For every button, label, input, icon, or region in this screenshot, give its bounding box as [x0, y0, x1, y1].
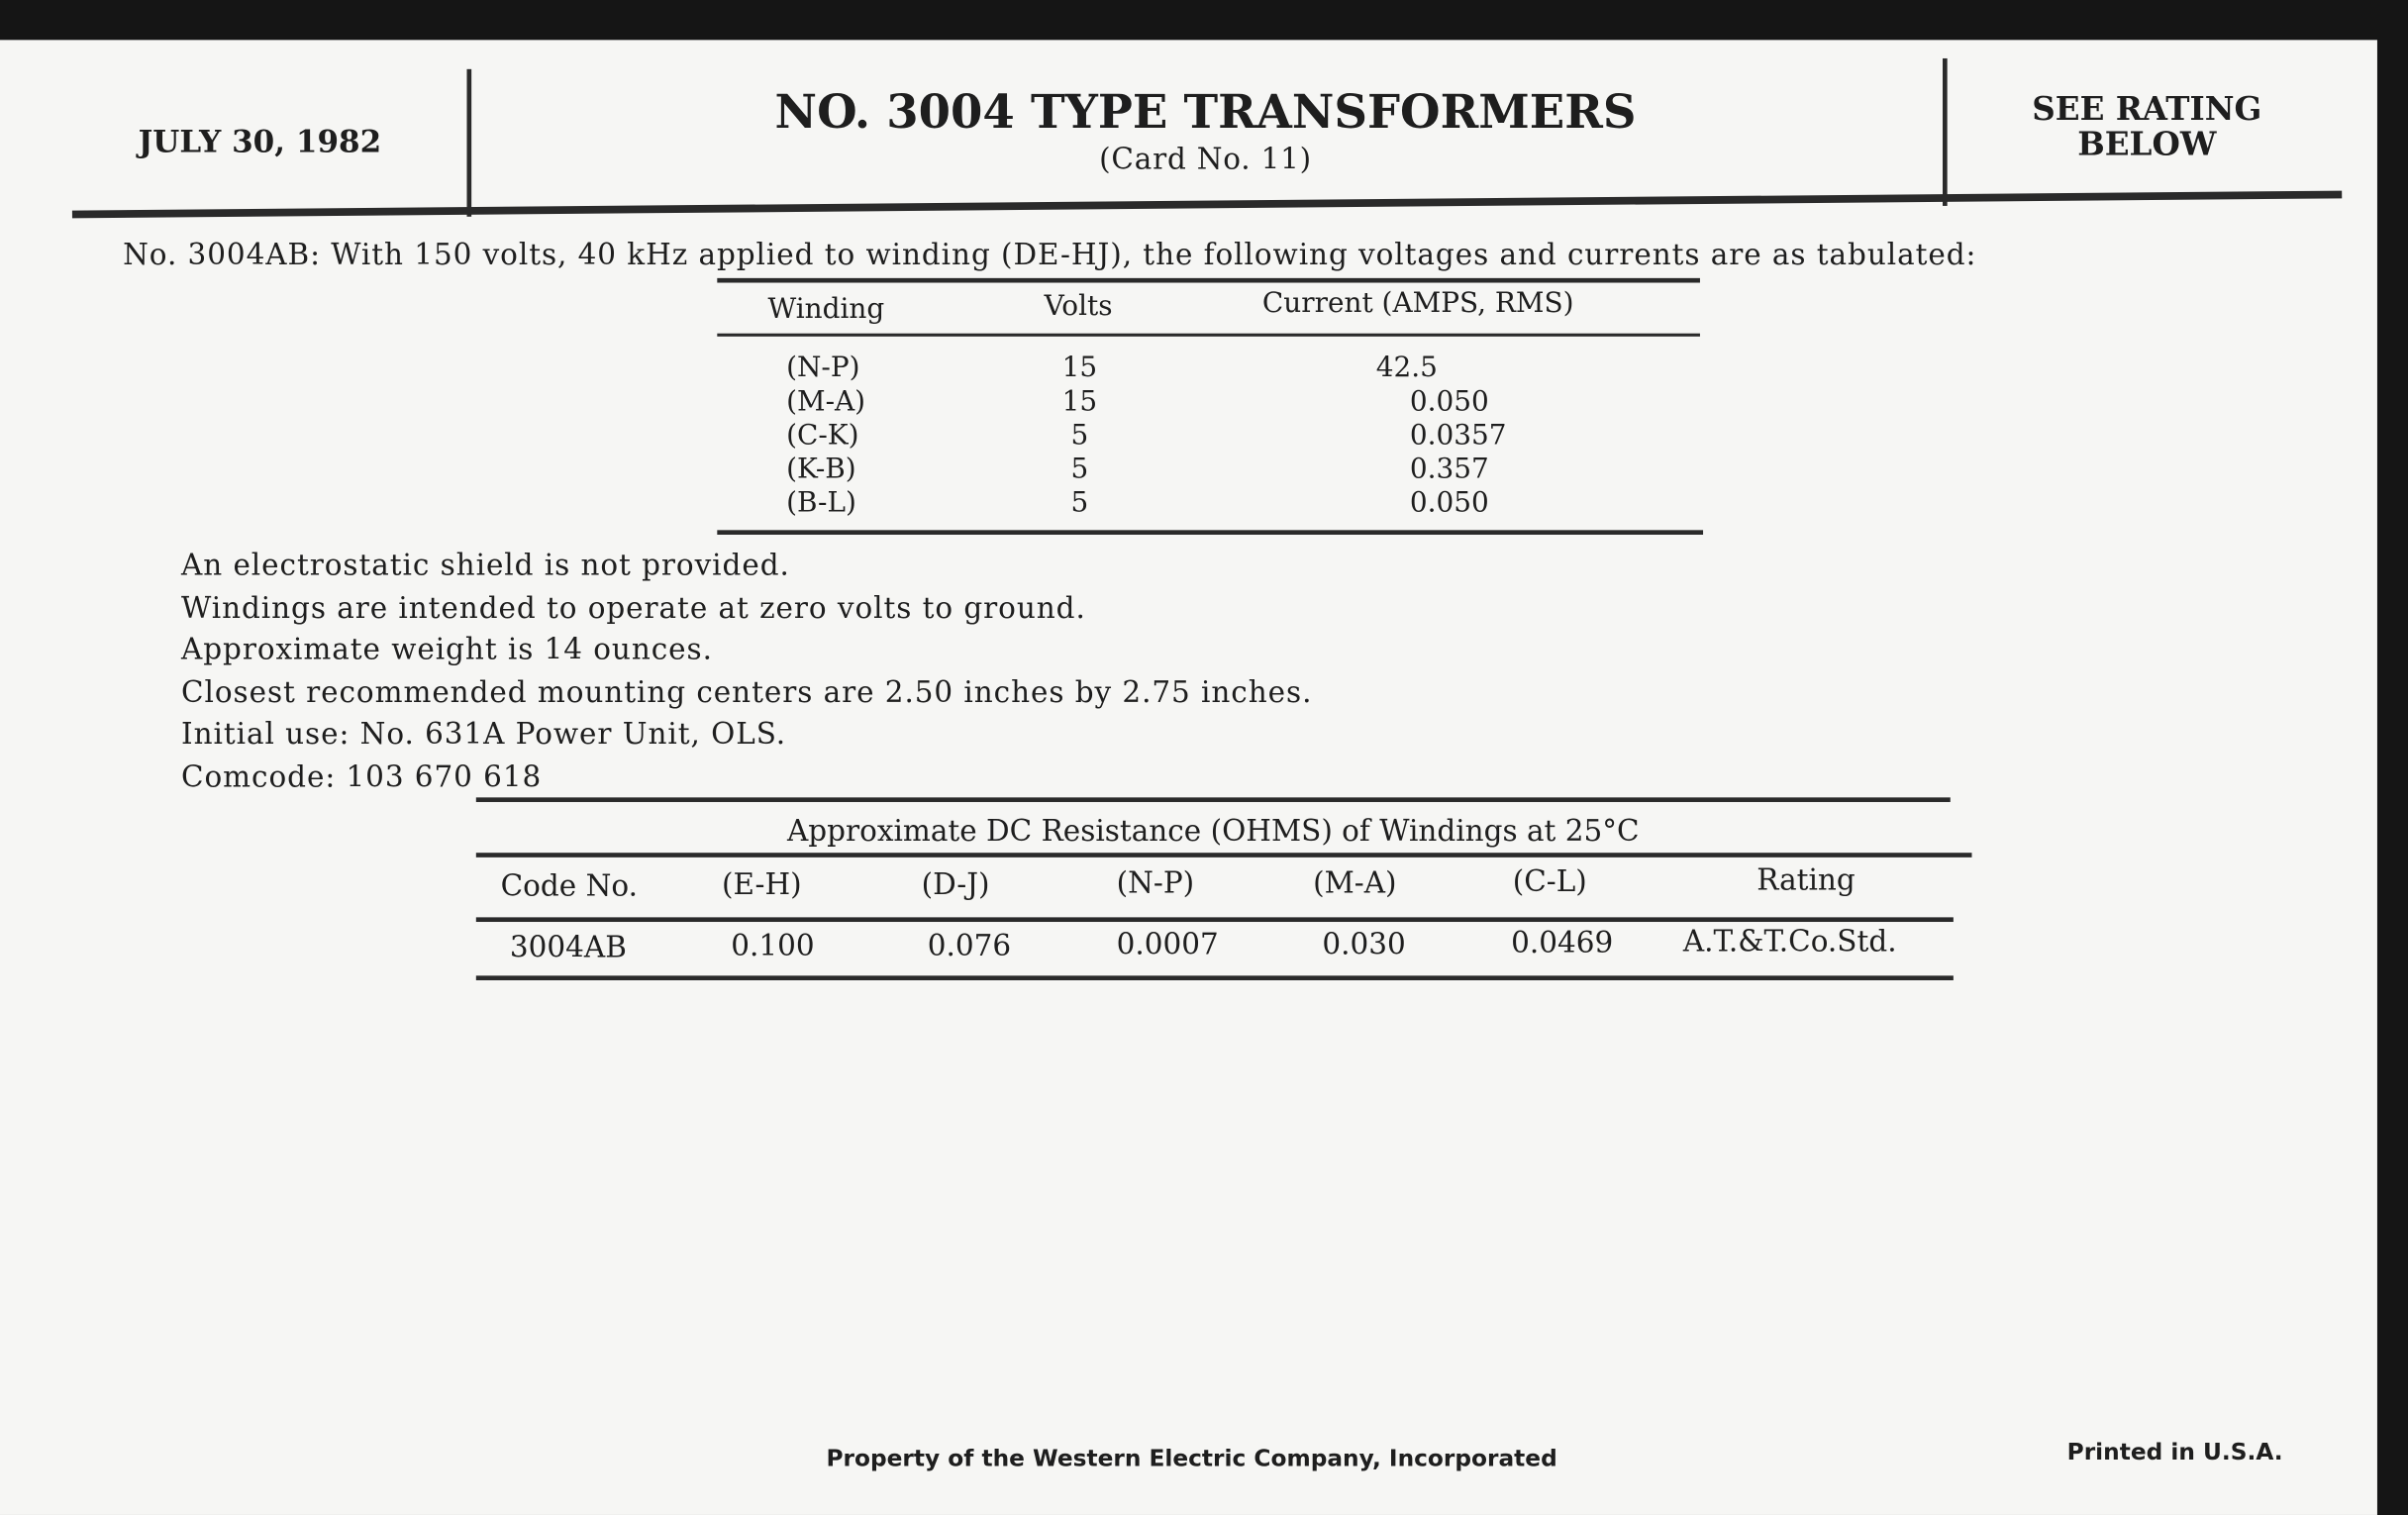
header-divider-right: [1943, 58, 1948, 206]
footer-property: Property of the Western Electric Company, Incorporated: [826, 1444, 1557, 1472]
header-divider-left: [467, 69, 472, 217]
resistance-header-cell: (N-P): [1116, 866, 1195, 901]
volts-cell: 5: [1070, 453, 1089, 486]
resistance-header-cell: (E-H): [721, 868, 802, 903]
resistance-header-cell: Code No.: [500, 869, 638, 904]
resistance-header-cell: (C-L): [1512, 864, 1587, 899]
winding-cell: (M-A): [786, 385, 866, 419]
note-line: Windings are intended to operate at zero volts to ground.: [181, 590, 1086, 625]
winding-table-bottom-rule: [717, 530, 1703, 535]
resistance-table-header-rule: [476, 917, 1954, 922]
resistance-cell: 0.0007: [1116, 928, 1219, 962]
winding-cell: (K-B): [786, 453, 856, 486]
current-cell: 0.0357: [1409, 419, 1507, 453]
page-title: NO. 3004 TYPE TRANSFORMERS: [774, 85, 1637, 141]
winding-header-winding: Winding: [767, 293, 885, 326]
resistance-cell: 0.0469: [1511, 926, 1614, 960]
volts-cell: 5: [1070, 419, 1089, 453]
current-cell: 0.050: [1409, 385, 1489, 419]
resistance-header-cell: Rating: [1756, 863, 1856, 898]
rating-note: [1996, 88, 2297, 163]
resistance-table-top-rule: [476, 797, 1951, 802]
resistance-cell: A.T.&T.Co.Std.: [1682, 925, 1897, 960]
note-line: Comcode: 103 670 618: [181, 759, 543, 794]
intro-text: No. 3004AB: With 150 volts, 40 kHz applied to winding (DE-HJ), the following voltages and currents are as tabulated:: [123, 238, 1977, 272]
card-date: JULY 30, 1982: [138, 123, 382, 160]
resistance-cell: 0.030: [1322, 927, 1406, 961]
volts-cell: 5: [1070, 486, 1089, 520]
note-line: Closest recommended mounting centers are 2.50 inches by 2.75 inches.: [181, 674, 1313, 710]
volts-cell: 15: [1061, 352, 1098, 384]
resistance-cell: 0.100: [731, 930, 815, 964]
current-cell: 0.357: [1409, 453, 1489, 486]
current-cell: 0.050: [1409, 486, 1489, 520]
current-cell: 42.5: [1375, 352, 1438, 384]
resistance-table-title-rule: [476, 853, 1972, 858]
rating-note-line2: BELOW: [2077, 124, 2217, 163]
rating-note-line1: SEE RATING: [2032, 88, 2262, 128]
note-line: Approximate weight is 14 ounces.: [181, 633, 713, 667]
note-line: Initial use: No. 631A Power Unit, OLS.: [181, 717, 787, 752]
winding-table-header-rule: [717, 334, 1700, 337]
volts-cell: 15: [1061, 385, 1098, 419]
winding-header-current: Current (AMPS, RMS): [1261, 287, 1574, 320]
winding-table-top-rule: [717, 278, 1700, 283]
resistance-cell: 0.076: [927, 929, 1012, 963]
resistance-header-cell: (D-J): [921, 867, 990, 902]
resistance-cell: 3004AB: [509, 931, 627, 965]
winding-cell: (C-K): [786, 419, 859, 453]
resistance-table-bottom-rule: [476, 975, 1954, 980]
winding-cell: (B-L): [786, 486, 856, 520]
resistance-table-title: Approximate DC Resistance (OHMS) of Windings at 25°C: [787, 814, 1640, 849]
resistance-header-cell: (M-A): [1313, 865, 1397, 900]
card-number: (Card No. 11): [1099, 143, 1312, 177]
note-line: An electrostatic shield is not provided.: [181, 548, 790, 583]
winding-header-volts: Volts: [1044, 290, 1113, 323]
footer-printed: Printed in U.S.A.: [2066, 1438, 2283, 1466]
winding-cell: (N-P): [786, 352, 860, 384]
